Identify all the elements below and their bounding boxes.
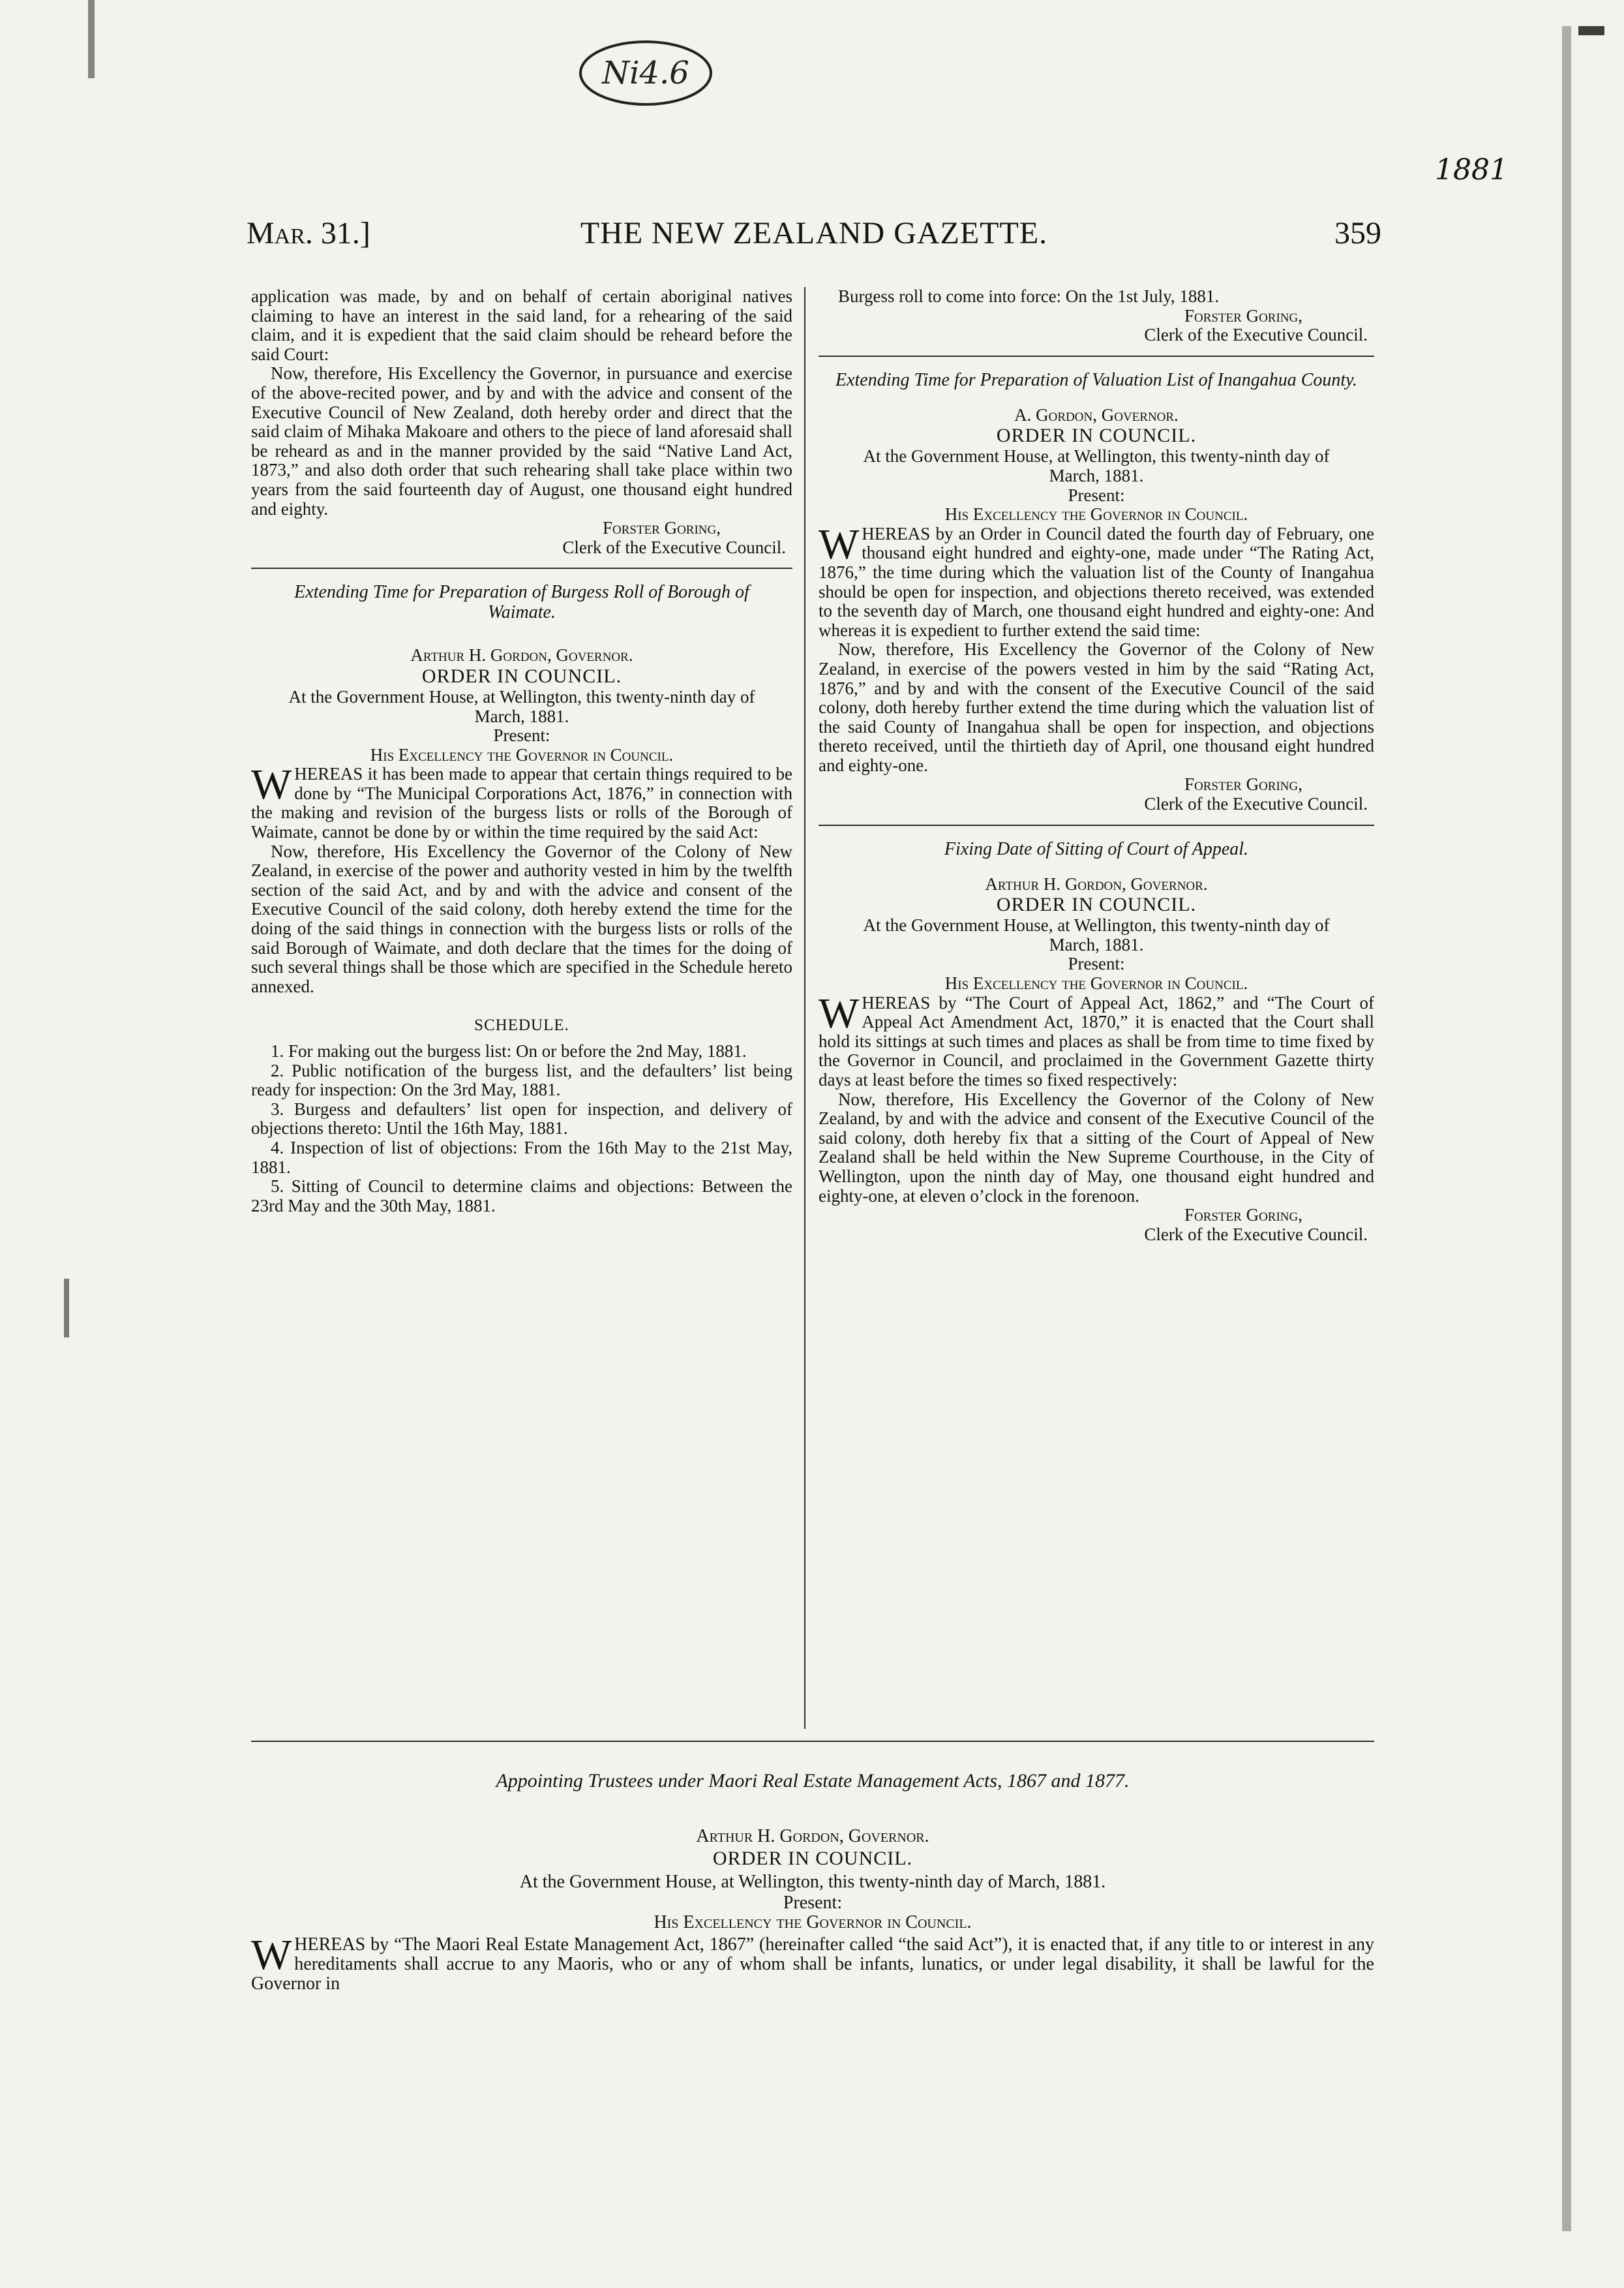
schedule-item-3: 3. Burgess and defaulters’ list open for inspection, and delivery of objections thereto: Until the 16th May, 1881. bbox=[251, 1099, 792, 1138]
column-divider bbox=[804, 287, 805, 1729]
left-whereas-text: HEREAS it has been made to appear that certain things required to be done by “The Municipal Corporations Act, 1876,” in connection with the making and revision of the burgess lists or rolls of the Borough of Waimate, cannot be done by or within the time required by the said Act: bbox=[251, 764, 792, 842]
bottom-order: ORDER IN COUNCIL. bbox=[712, 1848, 913, 1869]
right-sign3-title: Clerk of the Executive Council. bbox=[1144, 1224, 1368, 1244]
right-divider-2 bbox=[819, 825, 1374, 826]
bottom-heading: Appointing Trustees under Maori Real Estate Management Acts, 1867 and 1877. bbox=[496, 1770, 1130, 1792]
bottom-whereas bbox=[251, 1931, 1374, 1994]
right-place2: At the Government House, at Wellington, this twenty-ninth day of March, 1881. bbox=[863, 915, 1330, 954]
left-heading: Extending Time for Preparation of Burgess Roll of Borough of Waimate. bbox=[294, 582, 749, 623]
right-sign1-name: Forster Goring, bbox=[1184, 305, 1302, 326]
circled-note-text: Ni4.6 bbox=[602, 55, 689, 91]
schedule-item-1: 1. For making out the burgess list: On or before the 2nd May, 1881. bbox=[271, 1041, 747, 1061]
left-p1: application was made, by and on behalf of certain aboriginal natives claiming to have an interest in the said land, for a rehearing of the said claim, and it is expedient that the said claim should be reheard before the said Court: bbox=[251, 286, 792, 364]
right-present2: Present: bbox=[1068, 954, 1125, 974]
bottom-governor: Arthur H. Gordon, Governor. bbox=[696, 1826, 929, 1846]
right-whereas1 bbox=[819, 520, 1374, 641]
handwritten-year: 1881 bbox=[1435, 153, 1508, 187]
right-p1: Burgess roll to come into force: On the 1st July, 1881. bbox=[838, 286, 1220, 306]
left-sign-title: Clerk of the Executive Council. bbox=[562, 537, 786, 557]
left-scan-edge bbox=[88, 0, 95, 78]
left-divider-1 bbox=[251, 568, 792, 569]
right-governor2: Arthur H. Gordon, Governor. bbox=[985, 874, 1208, 894]
header-date: Mar. 31.] bbox=[247, 216, 370, 251]
left-column bbox=[251, 287, 792, 1215]
bottom-council: His Excellency the Governor in Council. bbox=[654, 1912, 972, 1932]
left-scan-edge-2 bbox=[64, 1279, 69, 1337]
gazette-header bbox=[247, 215, 1381, 254]
right-sign1-title: Clerk of the Executive Council. bbox=[1144, 325, 1368, 345]
left-present: Present: bbox=[493, 725, 550, 746]
right-whereas2 bbox=[819, 989, 1374, 1090]
left-place: At the Government House, at Wellington, this twenty-ninth day of March, 1881. bbox=[288, 686, 755, 726]
right-sign2-title: Clerk of the Executive Council. bbox=[1144, 794, 1368, 814]
left-dropcap: W bbox=[251, 761, 292, 809]
schedule-title: SCHEDULE. bbox=[474, 1016, 569, 1035]
right-sign3-name: Forster Goring, bbox=[1184, 1205, 1302, 1225]
left-order: ORDER IN COUNCIL. bbox=[421, 665, 622, 687]
right-council1: His Excellency the Governor in Council. bbox=[944, 504, 1248, 525]
right-order1: ORDER IN COUNCIL. bbox=[996, 425, 1197, 447]
right-heading1: Extending Time for Preparation of Valuation List of Inangahua County. bbox=[835, 369, 1358, 390]
handwritten-circled-note bbox=[574, 33, 717, 111]
right-column bbox=[819, 287, 1374, 1244]
right-council2: His Excellency the Governor in Council. bbox=[944, 973, 1248, 994]
right-dropcap1: W bbox=[819, 520, 860, 568]
right-scan-edge bbox=[1562, 26, 1571, 2231]
left-governor: Arthur H. Gordon, Governor. bbox=[410, 645, 633, 665]
right-place1: At the Government House, at Wellington, this twenty-ninth day of March, 1881. bbox=[863, 446, 1330, 485]
bottom-place: At the Government House, at Wellington, this twenty-ninth day of March, 1881. bbox=[519, 1872, 1106, 1892]
bottom-divider bbox=[251, 1741, 1374, 1742]
right-sign2-name: Forster Goring, bbox=[1184, 774, 1302, 795]
schedule-item-2: 2. Public notification of the burgess list, and the defaulters’ list being ready for inspection: On the 3rd May, 1881. bbox=[251, 1060, 792, 1100]
schedule-item-5: 5. Sitting of Council to determine claims and objections: Between the 23rd May and the 30th May, 1881. bbox=[251, 1176, 792, 1215]
header-title: THE NEW ZEALAND GAZETTE. bbox=[580, 216, 1048, 251]
left-whereas bbox=[251, 761, 792, 842]
right-order2: ORDER IN COUNCIL. bbox=[996, 894, 1197, 916]
left-now: Now, therefore, His Excellency the Governor of the Colony of New Zealand, in exercise of the power and authority vested in him by the twelfth section of the said Act, and by and with the advice and consent of the Executive Council of the said colony, doth hereby extend the time for the doing of the said things in connection with the burgess lists or rolls of the said Borough of Waimate, and doth declare that the times for the doing of such several things shall be those which are specified in the Schedule hereto annexed. bbox=[251, 841, 792, 996]
right-heading2: Fixing Date of Sitting of Court of Appeal. bbox=[944, 838, 1249, 859]
right-scan-edge-bar bbox=[1578, 26, 1604, 35]
bottom-present: Present: bbox=[783, 1893, 843, 1913]
left-p2: Now, therefore, His Excellency the Governor, in pursuance and exercise of the above-recited power, and by and with the advice and consent of the Executive Council of New Zealand, doth hereby order and direct that the said claim of Mihaka Makoare and others to the piece of land aforesaid shall be reheard as and in the manner provided by the said “Native Land Act, 1873,” and also doth order that such rehearing shall take place within two years from the said fourteenth day of August, one thousand eight hundred and eighty. bbox=[251, 363, 792, 519]
right-now2: Now, therefore, His Excellency the Governor of the Colony of New Zealand, by and with the advice and consent of the Executive Council of the said colony, doth hereby fix that a sitting of the Court of Appeal of New Zealand shall be held within the New Supreme Courthouse, in the City of Wellington, upon the ninth day of May, one thousand eight hundred and eighty-one, at eleven o’clock in the forenoon. bbox=[819, 1089, 1374, 1206]
left-sign-name: Forster Goring, bbox=[602, 518, 721, 538]
right-governor1: A. Gordon, Governor. bbox=[1014, 404, 1179, 425]
right-now1: Now, therefore, His Excellency the Governor of the Colony of New Zealand, in exercise of the powers vested in him by the said “Rating Act, 1876,” and by and with the consent of the Executive Council of the said colony, doth hereby further extend the time during which the valuation list of the said County of Inangahua shall be open for inspection, and objections thereto received, until the thirtieth day of April, one thousand eight hundred and eighty-one. bbox=[819, 639, 1374, 775]
left-council: His Excellency the Governor in Council. bbox=[370, 744, 674, 765]
right-whereas2-text: HEREAS by “The Court of Appeal Act, 1862,” and “The Court of Appeal Act Amendment Act, 1870,” it is enacted that the Court shall hold its sittings at such times and places as shall be from time to time fixed by the Governor in Council, and proclaimed in the Government Gazette thirty days at least before the times so fixed respectively: bbox=[819, 992, 1374, 1090]
right-whereas1-text: HEREAS by an Order in Council dated the fourth day of February, one thousand eight hundred and eighty-one, made under “The Rating Act, 1876,” the time during which the valuation list of the County of Inangahua should be open for inspection, and objections thereto received, was extended to the seventh day of March, one thousand eight hundred and eighty-one: And whereas it is expedient to further extend the said time: bbox=[819, 523, 1374, 640]
bottom-whereas-text: HEREAS by “The Maori Real Estate Management Act, 1867” (hereinafter called “the said Act”), it is enacted that, if any title to or interest in any hereditaments shall accrue to any Maoris, who or any of whom shall be infants, lunatics, or under legal disability, it shall be lawful for the Governor in bbox=[251, 1934, 1374, 1994]
right-dropcap2: W bbox=[819, 989, 860, 1037]
header-page-number: 359 bbox=[1334, 216, 1381, 251]
right-divider-1 bbox=[819, 356, 1374, 357]
right-present1: Present: bbox=[1068, 485, 1125, 505]
schedule-item-4: 4. Inspection of list of objections: From the 16th May to the 21st May, 1881. bbox=[251, 1137, 792, 1177]
bottom-dropcap: W bbox=[251, 1931, 292, 1979]
